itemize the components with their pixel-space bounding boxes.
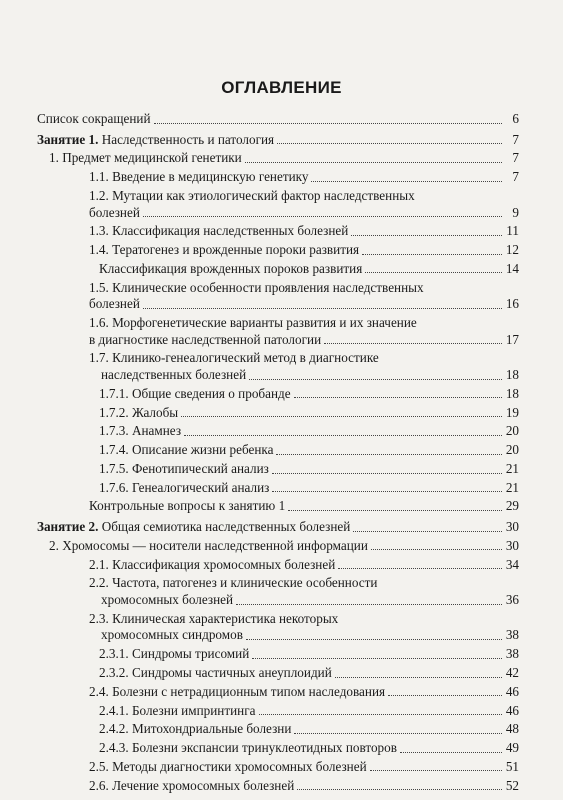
- leader-dots: [351, 235, 502, 236]
- toc-page-number: 20: [505, 423, 519, 439]
- leader-dots: [184, 435, 502, 436]
- toc-entry-1-4[interactable]: [37, 242, 519, 259]
- toc-entry-text: 1.3. Классификация наследственных болезней: [89, 223, 349, 239]
- toc-entry-text: 1.7.6. Генеалогический анализ: [99, 479, 270, 495]
- toc-entry-1-1[interactable]: [37, 169, 519, 186]
- leader-dots: [338, 568, 502, 569]
- page-title: ОГЛАВЛЕНИЕ: [221, 78, 342, 97]
- toc-entry-1-7-4[interactable]: [37, 442, 519, 459]
- toc-page-number: 21: [505, 479, 519, 495]
- toc-entry-lesson-2[interactable]: [37, 519, 519, 536]
- toc-entry-text: 2.4.3. Болезни экспансии тринуклеотидных повторов: [99, 740, 397, 756]
- toc-page-number: 52: [505, 777, 519, 793]
- toc-page-number: 7: [512, 150, 519, 166]
- leader-dots: [181, 416, 502, 417]
- toc-entry-1-5[interactable]: [37, 280, 519, 313]
- toc-entry-text: 2.6. Лечение хромосомных болезней: [89, 777, 295, 793]
- leader-dots: [371, 549, 502, 550]
- toc-entry-text: 1.7.4. Описание жизни ребенка: [99, 442, 274, 458]
- toc-page-number: 21: [505, 460, 519, 476]
- leader-dots: [272, 473, 502, 474]
- toc-page-number: 9: [512, 204, 519, 220]
- toc-entry-2-6[interactable]: [37, 778, 519, 795]
- toc-entry-1-7-6[interactable]: [37, 480, 519, 497]
- toc-page-number: 20: [505, 442, 519, 458]
- toc-entry-text: 2.3.2. Синдромы частичных анеуплоидий: [99, 664, 332, 680]
- toc-page-number: 36: [505, 592, 519, 607]
- toc-entry-text: 2.3. Клиническая характеристика некоторых: [89, 610, 339, 626]
- toc-page-number: 46: [505, 702, 519, 718]
- toc-entry-text: 1.4. Тератогенез и врожденные пороки развития: [89, 242, 360, 258]
- leader-dots: [294, 397, 502, 398]
- toc-page-number: 7: [512, 131, 519, 147]
- lesson-label: Занятие 1.: [37, 131, 99, 147]
- toc-page-number: 34: [505, 556, 519, 572]
- toc-entry-text-continued: болезней: [89, 204, 140, 220]
- toc-entry-text: 2.4.2. Митохондриальные болезни: [99, 721, 292, 737]
- toc-entry-2-3[interactable]: [37, 611, 519, 644]
- toc-entry-text: 2. Хромосомы — носители наследственной информации: [49, 537, 368, 553]
- toc-entry-text: 1.7.1. Общие сведения о пробанде: [99, 385, 291, 401]
- toc-page-number: 12: [505, 242, 519, 258]
- toc-entry-abbreviations[interactable]: [37, 111, 519, 128]
- leader-dots: [365, 272, 502, 273]
- toc-entry-2-3-2[interactable]: [37, 665, 519, 682]
- leader-dots: [236, 604, 502, 605]
- toc-entry-1-7-2[interactable]: [37, 405, 519, 422]
- toc-page-number: 38: [505, 627, 519, 643]
- toc-entry-1-7-5[interactable]: [37, 461, 519, 478]
- leader-dots: [297, 789, 502, 790]
- table-of-contents: [37, 111, 519, 796]
- toc-entry-2-3-1[interactable]: [37, 646, 519, 663]
- toc-entry-questions-1[interactable]: [37, 498, 519, 515]
- toc-page-number: 16: [505, 296, 519, 312]
- toc-entry-text-continued: хромосомных синдромов: [101, 627, 243, 643]
- toc-entry-1-7-3[interactable]: [37, 423, 519, 440]
- toc-entry-text: 2.3.1. Синдромы трисомий: [99, 646, 250, 662]
- leader-dots: [311, 181, 502, 182]
- leader-dots: [288, 510, 502, 511]
- toc-page-number: 17: [505, 331, 519, 347]
- toc-page-number: 6: [512, 111, 519, 126]
- toc-entry-lesson-1[interactable]: [37, 132, 519, 149]
- toc-entry-1[interactable]: [37, 150, 519, 167]
- toc-entry-text: 2.4.1. Болезни импринтинга: [99, 702, 256, 718]
- leader-dots: [143, 216, 502, 217]
- toc-entry-1-6[interactable]: [37, 315, 519, 348]
- toc-entry-text: 1.1. Введение в медицинскую генетику: [89, 169, 309, 185]
- leader-dots: [252, 658, 502, 659]
- toc-entry-2-2[interactable]: [37, 575, 519, 608]
- leader-dots: [154, 123, 502, 124]
- leader-dots: [335, 677, 502, 678]
- toc-entry-1-4-classification[interactable]: [37, 261, 519, 278]
- toc-entry-1-3[interactable]: [37, 223, 519, 240]
- toc-page-number: 49: [505, 740, 519, 756]
- toc-page-number: 7: [512, 169, 519, 185]
- leader-dots: [353, 531, 502, 532]
- leader-dots: [249, 379, 502, 380]
- toc-entry-2-4-1[interactable]: [37, 703, 519, 720]
- leader-dots: [362, 254, 502, 255]
- toc-entry-text-continued: наследственных болезней: [101, 367, 247, 382]
- leader-dots: [277, 143, 502, 144]
- toc-entry-text: 1.7.2. Жалобы: [99, 404, 179, 420]
- leader-dots: [276, 454, 502, 455]
- toc-entry-2-4-2[interactable]: [37, 721, 519, 738]
- toc-entry-2-4[interactable]: [37, 684, 519, 701]
- toc-page-number: 30: [505, 537, 519, 553]
- leader-dots: [272, 491, 502, 492]
- toc-entry-text: 1.7. Клинико-генеалогический метод в диагностике: [89, 350, 379, 366]
- toc-entry-text: 2.1. Классификация хромосомных болезней: [89, 556, 336, 572]
- toc-page-number: 11: [506, 223, 519, 239]
- toc-entry-text: Список сокращений: [37, 111, 151, 126]
- leader-dots: [400, 752, 502, 753]
- toc-entry-text-continued: в диагностике наследственной патологии: [89, 331, 322, 347]
- leader-dots: [294, 733, 502, 734]
- toc-entry-text: 1. Предмет медицинской генетики: [49, 150, 242, 166]
- toc-page-number: 46: [505, 683, 519, 699]
- toc-entry-text: Наследственность и патология: [98, 131, 275, 147]
- toc-page-number: 18: [505, 367, 519, 382]
- toc-entry-text: 2.5. Методы диагностики хромосомных болезней: [89, 758, 367, 774]
- toc-page-number: 51: [505, 758, 519, 774]
- toc-page-number: 29: [505, 498, 519, 514]
- leader-dots: [259, 714, 503, 715]
- toc-entry-1-2[interactable]: [37, 188, 519, 221]
- toc-entry-text: 1.6. Морфогенетические варианты развития и их значение: [89, 315, 417, 331]
- toc-entry-text-continued: болезней: [89, 296, 140, 312]
- leader-dots: [388, 695, 502, 696]
- toc-entry-text: 1.2. Мутации как этиологический фактор наследственных: [89, 187, 415, 203]
- lesson-label: Занятие 2.: [37, 519, 99, 535]
- toc-page-number: 48: [505, 721, 519, 737]
- toc-page-number: 38: [505, 646, 519, 662]
- toc-entry-1-7-1[interactable]: [37, 386, 519, 403]
- leader-dots: [370, 770, 502, 771]
- toc-entry-2-1[interactable]: [37, 557, 519, 574]
- toc-entry-text: 1.5. Клинические особенности проявления наследственных: [89, 279, 424, 295]
- leader-dots: [143, 308, 502, 309]
- leader-dots: [245, 162, 502, 163]
- toc-page-number: 30: [505, 519, 519, 535]
- toc-entry-text: 2.4. Болезни с нетрадиционным типом наследования: [89, 683, 386, 699]
- leader-dots: [246, 639, 502, 640]
- toc-entry-2[interactable]: [37, 538, 519, 555]
- toc-entry-text: Общая семиотика наследственных болезней: [98, 519, 351, 535]
- leader-dots: [324, 343, 502, 344]
- toc-page-number: 19: [505, 404, 519, 420]
- toc-entry-1-7[interactable]: [37, 350, 519, 383]
- toc-entry-text-continued: хромосомных болезней: [101, 592, 234, 607]
- toc-entry-2-4-3[interactable]: [37, 740, 519, 757]
- toc-entry-2-5[interactable]: [37, 759, 519, 776]
- toc-page-number: 18: [505, 385, 519, 401]
- toc-entry-text: 1.7.5. Фенотипический анализ: [99, 460, 269, 476]
- toc-entry-text: Классификация врожденных пороков развития: [99, 260, 363, 276]
- toc-entry-text: 1.7.3. Анамнез: [99, 423, 182, 439]
- toc-page-number: 42: [505, 664, 519, 680]
- toc-entry-text: 2.2. Частота, патогенез и клинические особенности: [89, 575, 378, 591]
- toc-entry-text: Контрольные вопросы к занятию 1: [89, 498, 286, 514]
- toc-page-number: 14: [505, 260, 519, 276]
